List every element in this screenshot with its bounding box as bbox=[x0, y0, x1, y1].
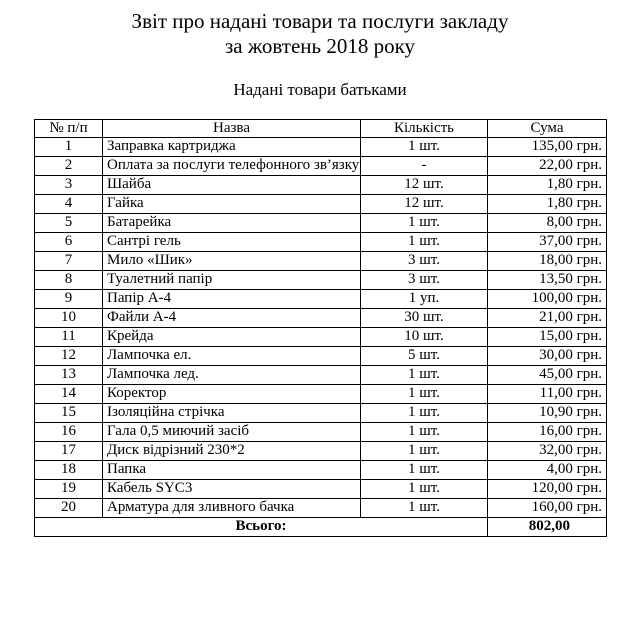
row-number: 15 bbox=[35, 404, 103, 423]
row-sum: 13,50 грн. bbox=[488, 271, 607, 290]
table-row bbox=[35, 480, 607, 499]
row-sum: 100,00 грн. bbox=[488, 290, 607, 309]
row-name: Арматура для зливного бачка bbox=[103, 499, 361, 518]
row-quantity: - bbox=[361, 157, 488, 176]
row-name: Сантрі гель bbox=[103, 233, 361, 252]
row-name: Крейда bbox=[103, 328, 361, 347]
row-number: 12 bbox=[35, 347, 103, 366]
report-title-line2: за жовтень 2018 року bbox=[225, 34, 415, 58]
header-quantity: Кількість bbox=[361, 120, 488, 138]
row-sum: 1,80 грн. bbox=[488, 176, 607, 195]
row-number: 17 bbox=[35, 442, 103, 461]
row-name: Кабель SYC3 bbox=[103, 480, 361, 499]
row-sum: 10,90 грн. bbox=[488, 404, 607, 423]
row-name: Лампочка ел. bbox=[103, 347, 361, 366]
table-row bbox=[35, 157, 607, 176]
row-quantity: 10 шт. bbox=[361, 328, 488, 347]
row-sum: 21,00 грн. bbox=[488, 309, 607, 328]
table-row bbox=[35, 233, 607, 252]
row-number: 20 bbox=[35, 499, 103, 518]
row-quantity: 1 шт. bbox=[361, 499, 488, 518]
table-row bbox=[35, 347, 607, 366]
row-sum: 32,00 грн. bbox=[488, 442, 607, 461]
table-row bbox=[35, 366, 607, 385]
table-row bbox=[35, 271, 607, 290]
row-number: 14 bbox=[35, 385, 103, 404]
row-name: Лампочка лед. bbox=[103, 366, 361, 385]
row-number: 3 bbox=[35, 176, 103, 195]
table-row bbox=[35, 309, 607, 328]
row-number: 16 bbox=[35, 423, 103, 442]
table-row bbox=[35, 385, 607, 404]
header-number: № п/п bbox=[35, 120, 103, 138]
row-name: Папір А-4 bbox=[103, 290, 361, 309]
row-sum: 16,00 грн. bbox=[488, 423, 607, 442]
row-sum: 45,00 грн. bbox=[488, 366, 607, 385]
row-name: Папка bbox=[103, 461, 361, 480]
table-row bbox=[35, 176, 607, 195]
row-name: Коректор bbox=[103, 385, 361, 404]
total-value: 802,00 bbox=[488, 518, 607, 537]
row-number: 5 bbox=[35, 214, 103, 233]
row-quantity: 1 шт. bbox=[361, 480, 488, 499]
row-number: 4 bbox=[35, 195, 103, 214]
table-body bbox=[35, 138, 607, 518]
total-label: Всього: bbox=[35, 518, 488, 537]
row-sum: 160,00 грн. bbox=[488, 499, 607, 518]
row-sum: 8,00 грн. bbox=[488, 214, 607, 233]
row-quantity: 1 шт. bbox=[361, 366, 488, 385]
row-number: 9 bbox=[35, 290, 103, 309]
row-sum: 135,00 грн. bbox=[488, 138, 607, 157]
header-sum: Сума bbox=[488, 120, 607, 138]
row-number: 1 bbox=[35, 138, 103, 157]
row-quantity: 1 шт. bbox=[361, 385, 488, 404]
goods-table bbox=[34, 119, 607, 537]
row-sum: 1,80 грн. bbox=[488, 195, 607, 214]
row-name: Гала 0,5 миючий засіб bbox=[103, 423, 361, 442]
row-number: 18 bbox=[35, 461, 103, 480]
row-quantity: 1 шт. bbox=[361, 138, 488, 157]
row-name: Диск відрізний 230*2 bbox=[103, 442, 361, 461]
table-row bbox=[35, 328, 607, 347]
row-quantity: 1 шт. bbox=[361, 423, 488, 442]
row-name: Оплата за послуги телефонного зв’язку bbox=[103, 157, 361, 176]
row-number: 8 bbox=[35, 271, 103, 290]
row-number: 2 bbox=[35, 157, 103, 176]
table-row bbox=[35, 423, 607, 442]
row-sum: 11,00 грн. bbox=[488, 385, 607, 404]
row-sum: 22,00 грн. bbox=[488, 157, 607, 176]
row-sum: 4,00 грн. bbox=[488, 461, 607, 480]
row-name: Туалетний папір bbox=[103, 271, 361, 290]
row-sum: 120,00 грн. bbox=[488, 480, 607, 499]
row-quantity: 12 шт. bbox=[361, 176, 488, 195]
row-quantity: 1 шт. bbox=[361, 442, 488, 461]
row-number: 19 bbox=[35, 480, 103, 499]
row-quantity: 12 шт. bbox=[361, 195, 488, 214]
report-subtitle: Надані товари батьками bbox=[233, 80, 407, 99]
row-name: Мило «Шик» bbox=[103, 252, 361, 271]
row-name: Шайба bbox=[103, 176, 361, 195]
table-row bbox=[35, 404, 607, 423]
table-row bbox=[35, 442, 607, 461]
table-row bbox=[35, 195, 607, 214]
total-row bbox=[35, 518, 607, 537]
header-name: Назва bbox=[103, 120, 361, 138]
row-sum: 15,00 грн. bbox=[488, 328, 607, 347]
report-title-line1: Звіт про надані товари та послуги закладу bbox=[131, 9, 509, 33]
table-row bbox=[35, 499, 607, 518]
row-name: Батарейка bbox=[103, 214, 361, 233]
row-number: 10 bbox=[35, 309, 103, 328]
table-header-row bbox=[35, 120, 607, 138]
row-sum: 30,00 грн. bbox=[488, 347, 607, 366]
row-quantity: 1 шт. bbox=[361, 233, 488, 252]
table-row bbox=[35, 252, 607, 271]
table-row bbox=[35, 461, 607, 480]
row-name: Ізоляційна стрічка bbox=[103, 404, 361, 423]
row-sum: 37,00 грн. bbox=[488, 233, 607, 252]
row-quantity: 3 шт. bbox=[361, 252, 488, 271]
row-sum: 18,00 грн. bbox=[488, 252, 607, 271]
row-quantity: 30 шт. bbox=[361, 309, 488, 328]
row-quantity: 5 шт. bbox=[361, 347, 488, 366]
row-quantity: 3 шт. bbox=[361, 271, 488, 290]
row-name: Заправка картриджа bbox=[103, 138, 361, 157]
table-row bbox=[35, 138, 607, 157]
table-row bbox=[35, 290, 607, 309]
row-quantity: 1 шт. bbox=[361, 461, 488, 480]
row-number: 13 bbox=[35, 366, 103, 385]
row-name: Гайка bbox=[103, 195, 361, 214]
table-row bbox=[35, 214, 607, 233]
row-number: 11 bbox=[35, 328, 103, 347]
row-name: Файли А-4 bbox=[103, 309, 361, 328]
row-quantity: 1 шт. bbox=[361, 214, 488, 233]
row-quantity: 1 уп. bbox=[361, 290, 488, 309]
row-number: 6 bbox=[35, 233, 103, 252]
row-quantity: 1 шт. bbox=[361, 404, 488, 423]
row-number: 7 bbox=[35, 252, 103, 271]
